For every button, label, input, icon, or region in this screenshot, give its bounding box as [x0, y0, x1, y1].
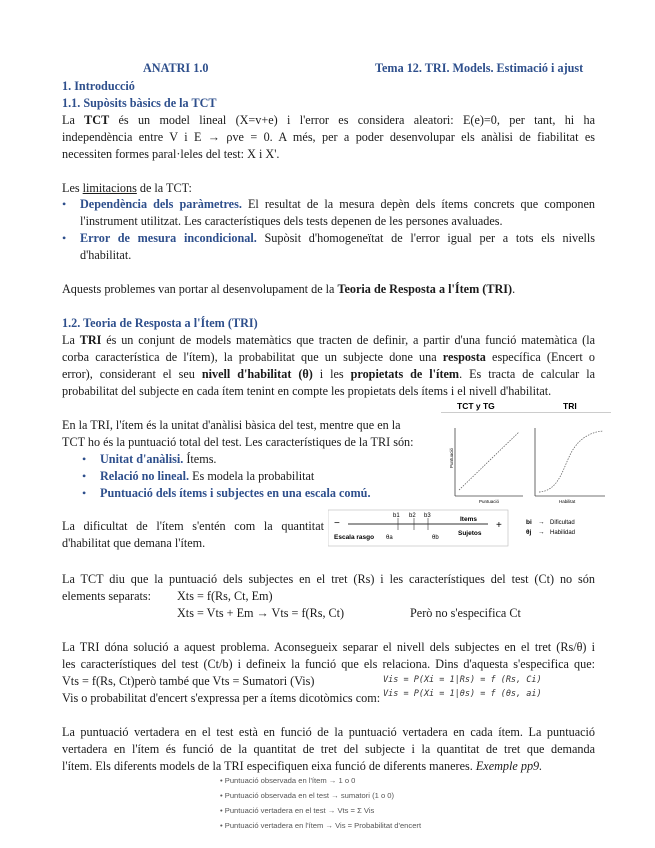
items-label: Items [460, 516, 477, 523]
paragraph-line: probabilitat del subjecte en cada ítem tenint en compte les propietats dels ítems i el nivell d'habilitat. [62, 384, 552, 398]
paragraph-line: En la TRI, l'ítem és la unitat d'anàlisi bàsica del test, mentre que en la [62, 418, 401, 432]
scale-minus: − [334, 518, 340, 529]
bottom-list-item: • Puntuació observada en l'ítem → 1 o 0 [220, 776, 356, 785]
paragraph-line: La TCT és un model lineal (X=v+e) i l'error es considera aleatori: E(e)=0, per tant, hi ha [62, 113, 595, 127]
paragraph-line: l'ítem. Els diferents models de la TRI especifiquen eixa funció de diferents maneres. Exemple pp9. [62, 759, 543, 773]
item-b1: b1 [393, 513, 400, 519]
bottom-list-item: • Puntuació vertadera en l'ítem → Vis = Probabilitat d'encert [220, 821, 422, 830]
item-b3: b3 [424, 513, 431, 519]
limitations-intro: Les limitacions de la TCT: [62, 181, 192, 195]
paragraph-line: les característiques del test (Ct/b) i defineix la funció que els relaciona. Dins d'aquesta s'especifica que: [62, 657, 595, 671]
paragraph-line: TCT ho és la puntuació total del test. Les característiques de la TRI són: [62, 435, 414, 449]
bullet: • [62, 231, 67, 245]
section-heading: 1. Introducció [62, 79, 135, 93]
paragraph-line: necessiten formes paral·leles del test: X i X'. [62, 147, 280, 161]
item-b2: b2 [409, 513, 416, 519]
bullet: • [62, 197, 67, 211]
header-right: Tema 12. TRI. Models. Estimació i ajust [375, 61, 584, 75]
paragraph-line: elements separats: [62, 589, 152, 603]
paragraph-line: La TRI és un conjunt de models matemàtics que tracten de definir, a partir d'una funció matemàtica (la [62, 333, 596, 347]
subject-tb: θb [432, 535, 439, 541]
figure-xlabel-left: Puntuació [479, 499, 500, 504]
bullet-line: d'habilitat. [80, 248, 132, 262]
paragraph-line: vertadera en l'ítem és funció de la quantitat de tret del subjecte i la quantitat de tret que demanda [62, 742, 595, 756]
bottom-list-item: • Puntuació observada en el test → sumatori (1 o 0) [220, 791, 395, 800]
svg-text:→: → [538, 529, 545, 536]
paragraph-line: Vts = f(Rs, Ct)però també que Vts = Sumatori (Vis) [62, 674, 315, 688]
subsection-heading: 1.1. Supòsits bàsics de la TCT [62, 96, 217, 110]
figure-scale [328, 508, 604, 548]
paragraph-line: corba característica de l'ítem), la probabilitat que un subjecte done una resposta específica (Encert o [62, 350, 595, 364]
subjects-label: Sujetos [458, 530, 482, 537]
bottom-list-item: • Puntuació vertadera en el test → Vts = Σ Vis [220, 806, 375, 815]
paragraph-line: error), considerant el seu nivell d'habilitat (θ) i les propietats de l'ítem. Es tracta de calcular la [62, 367, 595, 381]
bullet-line: l'instrument utilitzat. Les característiques dels tests depenen de les persones avaluades. [80, 214, 503, 228]
figure-left-title: TCT y TG [457, 401, 495, 411]
bullet: • [82, 486, 87, 500]
paragraph-line: Aquests problemes van portar al desenvolupament de la Teoria de Resposta a l'Ítem (TRI). [62, 282, 516, 296]
scale-plus: + [496, 520, 502, 531]
bullet-line: Error de mesura incondicional. Supòsit d'homogeneïtat de l'error igual per a tots els nivells [80, 231, 596, 245]
scale-label: Escala rasgo [334, 534, 375, 541]
paragraph-line: La puntuació vertadera en el test està en funció de la puntuació vertadera en cada ítem. La puntuació [62, 725, 595, 739]
paragraph-line: La TRI dóna solució a aquest problema. Aconsegueix separar el nivell dels subjectes en el tret (Rs/θ) i [62, 640, 595, 654]
bullet-line: Relació no lineal. Es modela la probabilitat [100, 469, 315, 483]
equation-text: Xts = Vts + Em → Vts = f(Rs, Ct) [177, 606, 345, 620]
subsection-heading: 1.2. Teoria de Resposta a l'Ítem (TRI) [62, 316, 258, 330]
legend-b: bi [526, 519, 532, 526]
header-left: ANATRI 1.0 [143, 61, 209, 75]
svg-text:→: → [538, 519, 545, 526]
paragraph-line: La dificultat de l'ítem s'entén com la quantitat [62, 519, 324, 533]
paragraph-line: Vis o probabilitat d'encert s'expressa per a ítems dicotòmics com: [62, 691, 381, 705]
equation-image-1: Vis = P(Xi = 1|Rs) = f (Rs, Ci) [383, 675, 542, 685]
paragraph-line: independència entre V i E → ρve = 0. A més, per a poder desenvolupar els anàlisi de fiabilitat es [62, 130, 595, 144]
equation-image-2: Vis = P(Xi = 1|θs) = f (θs, ai) [383, 689, 542, 699]
legend-t: θj [526, 529, 532, 536]
legend-t-text: Habilidad [550, 530, 576, 536]
paragraph-line: La TCT diu que la puntuació dels subjectes en el tret (Rs) i les característiques del test (Ct) no són [62, 572, 595, 586]
equation-text: Xts = f(Rs, Ct, Em) [177, 589, 273, 603]
figure-tct-tri [441, 398, 611, 508]
figure-xlabel-right: Habilitat [559, 499, 576, 504]
bullet-line: Dependència dels paràmetres. El resultat de la mesura depèn dels ítems concrets que componen [80, 197, 595, 211]
figure-ylabel: Puntuació [449, 447, 454, 468]
bullet-line: Unitat d'anàlisi. Ítems. [100, 452, 217, 466]
legend-b-text: Dificultad [550, 520, 575, 526]
note-text: Però no s'especifica Ct [410, 606, 521, 620]
subject-ta: θa [386, 535, 393, 541]
bullet: • [82, 469, 87, 483]
figure-right-title: TRI [563, 401, 577, 411]
paragraph-line: d'habilitat que demana l'ítem. [62, 536, 206, 550]
bullet: • [82, 452, 87, 466]
bullet-line: Puntuació dels ítems i subjectes en una escala comú. [100, 486, 371, 500]
